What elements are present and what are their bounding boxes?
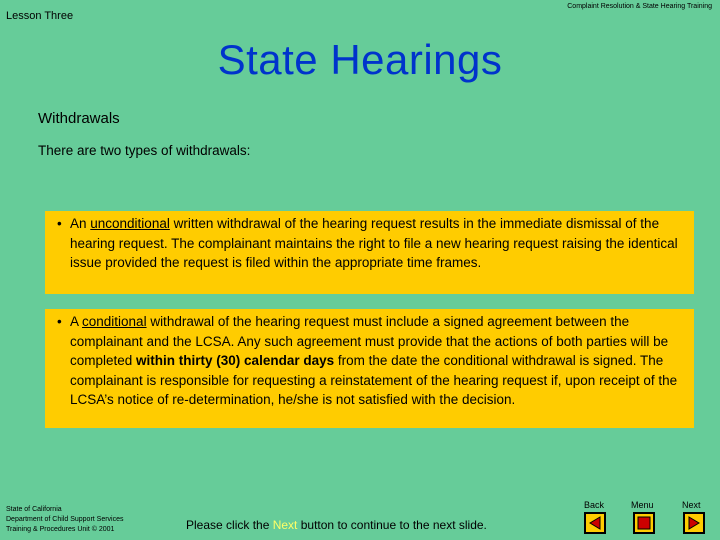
prompt-next-link: Next [272, 518, 298, 532]
back-label: Back [584, 500, 605, 510]
back-button[interactable] [584, 512, 606, 534]
intro-text: There are two types of withdrawals: [38, 143, 251, 158]
item-text-mid: withdrawal of the hearing request must include a signed agreement between the complainant and the LCSA. Any such agreement must provide that the actions of both parties will be completed [70, 314, 669, 368]
next-label: Next [682, 500, 701, 510]
section-heading: Withdrawals [38, 110, 120, 127]
item-text-post: from the date the conditional withdrawal is signed. The complainant is responsible for requesting a reinstatement of the hearing request if, upon receipt of the LCSA’s notice of re-determination, he/she is not satisfied with the decision. [70, 353, 678, 407]
bullet: • [57, 314, 62, 329]
conditional-term: conditional [82, 314, 147, 329]
menu-label: Menu [631, 500, 654, 510]
list-item [55, 214, 686, 273]
list-item [55, 312, 686, 410]
item-text-post: written withdrawal of the hearing request results in the immediate dismissal of the hearing request. The complainant maintains the right to file a new hearing request raising the identical issue provided the request is filed within the appropriate time frames. [70, 216, 678, 270]
bullet: • [57, 216, 62, 231]
continue-prompt [186, 518, 487, 532]
withdrawal-box-unconditional [45, 211, 694, 294]
back-arrow-icon [586, 514, 604, 532]
footer-line-state: State of California [6, 506, 62, 513]
unconditional-term: unconditional [90, 216, 170, 231]
item-text-pre: An [70, 216, 91, 231]
deadline-emphasis: within thirty (30) calendar days [136, 353, 335, 368]
menu-button[interactable] [633, 512, 655, 534]
item-text-pre: A [70, 314, 83, 329]
menu-square-icon [635, 514, 653, 532]
prompt-text-pre: Please click the [186, 518, 273, 532]
footer-credits [6, 505, 124, 535]
next-arrow-icon [685, 514, 703, 532]
next-button[interactable] [683, 512, 705, 534]
footer-line-unit: Training & Procedures Unit © 2001 [6, 526, 115, 533]
lesson-label: Lesson Three [6, 10, 74, 22]
prompt-text-post: button to continue to the next slide. [297, 518, 487, 532]
withdrawal-box-conditional [45, 309, 694, 428]
page-title: State Hearings [217, 36, 503, 83]
course-title: Complaint Resolution & State Hearing Training [567, 3, 712, 10]
footer-line-department: Department of Child Support Services [6, 516, 124, 523]
